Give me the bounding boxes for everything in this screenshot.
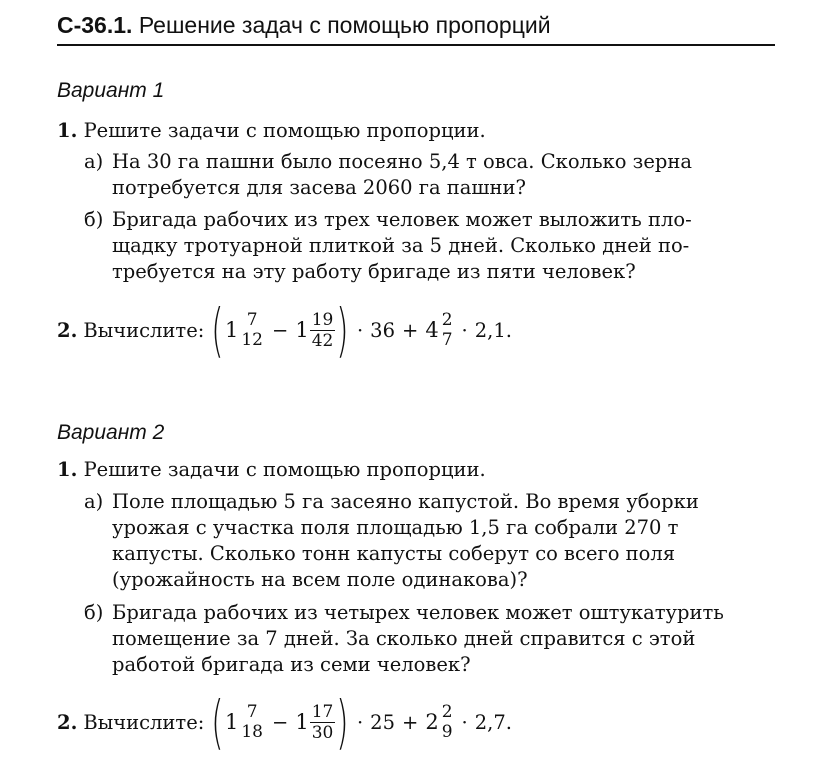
v1-task1-a-line: На 30 га пашни было посеяно 5,4 т овса. Сколько зерна: [112, 150, 692, 173]
plus-sign: +: [402, 318, 419, 342]
v1-task1-a: [84, 149, 776, 201]
v1-mixed-number-2: 1 $\frac{19}{42}$: [295, 309, 334, 351]
v2-task2: [57, 686, 512, 758]
v2-task1-a-line: Поле площадью 5 га засеяно капустой. Во время уборки: [112, 490, 699, 513]
variant-1-title: Вариант 1: [57, 79, 165, 102]
v2-task1-a-line: урожая с участка поля площадью 1,5 га собрали 270 т: [112, 516, 679, 539]
v1-task1-heading: [57, 118, 486, 144]
v1-task1-number: 1.: [57, 119, 78, 142]
v2-tail: 2,7.: [474, 710, 512, 734]
v2-task1-b-line: Бригада рабочих из четырех человек может оштукатурить: [112, 601, 724, 624]
plus-sign: +: [402, 710, 419, 734]
v2-task1-a: [84, 489, 776, 593]
v2-task2-label: Вычислите:: [83, 710, 205, 734]
v1-task2-label: Вычислите:: [83, 318, 205, 342]
left-paren: (: [211, 296, 224, 364]
v1-task1-a-label: а): [84, 150, 104, 173]
minus-sign: −: [271, 710, 289, 734]
page-header: [57, 10, 775, 46]
v1-tail: 2,1.: [474, 318, 512, 342]
v1-task1-b-line: щадку тротуарной плиткой за 5 дней. Сколько дней по-: [112, 234, 690, 257]
v2-task1-heading: [57, 457, 486, 483]
v2-mixed-number-2: 1 $\frac{17}{30}$: [295, 701, 334, 743]
v2-mixed-number-1: 1 7 18: [224, 702, 263, 742]
multiply-dot: ·: [356, 710, 364, 734]
v1-task1-b-line: требуется на эту работу бригаде из пяти человек?: [112, 260, 636, 283]
v2-task2-number: 2.: [57, 710, 78, 734]
v2-task1-b-label: б): [84, 601, 104, 624]
multiply-dot: ·: [356, 318, 364, 342]
v2-multiplier: 25: [370, 710, 395, 734]
v1-task1-b-label: б): [84, 208, 104, 231]
v1-mixed-number-1: 1 7 12: [224, 310, 263, 350]
v1-task2-number: 2.: [57, 318, 78, 342]
section-title: Решение задач с помощью пропорций: [138, 12, 551, 38]
v2-task1-a-line: (урожайность на всем поле одинакова)?: [112, 568, 528, 591]
right-paren: ): [336, 296, 349, 364]
v1-task2: [57, 294, 512, 366]
v2-task1-number: 1.: [57, 458, 78, 481]
v2-task1-a-line: капусты. Сколько тонн капусты соберут со всего поля: [112, 542, 676, 565]
v1-task1-b: [84, 207, 776, 285]
v1-task1-text: Решите задачи с помощью пропорции.: [83, 119, 486, 142]
left-paren: (: [211, 688, 224, 756]
v1-task1-a-line: потребуется для засева 2060 га пашни?: [112, 176, 526, 199]
multiply-dot: ·: [461, 318, 468, 342]
v2-task1-a-label: а): [84, 490, 104, 513]
variant-2-title: Вариант 2: [57, 421, 165, 444]
multiply-dot: ·: [461, 710, 468, 734]
right-paren: ): [336, 688, 349, 756]
v1-task1-b-line: Бригада рабочих из трех человек может выложить пло-: [112, 208, 692, 231]
v2-mixed-number-3: 2 2 9: [425, 702, 453, 742]
v2-task1-text: Решите задачи с помощью пропорции.: [83, 458, 486, 481]
v2-task1-b-line: помещение за 7 дней. За сколько дней справится с этой: [112, 627, 696, 650]
v1-mixed-number-3: 4 2 7: [425, 310, 453, 350]
section-code: С-36.1.: [57, 12, 133, 38]
minus-sign: −: [271, 318, 289, 342]
v2-task1-b: [84, 600, 776, 678]
v2-task1-b-line: работой бригада из семи человек?: [112, 653, 471, 676]
v1-multiplier: 36: [370, 318, 395, 342]
